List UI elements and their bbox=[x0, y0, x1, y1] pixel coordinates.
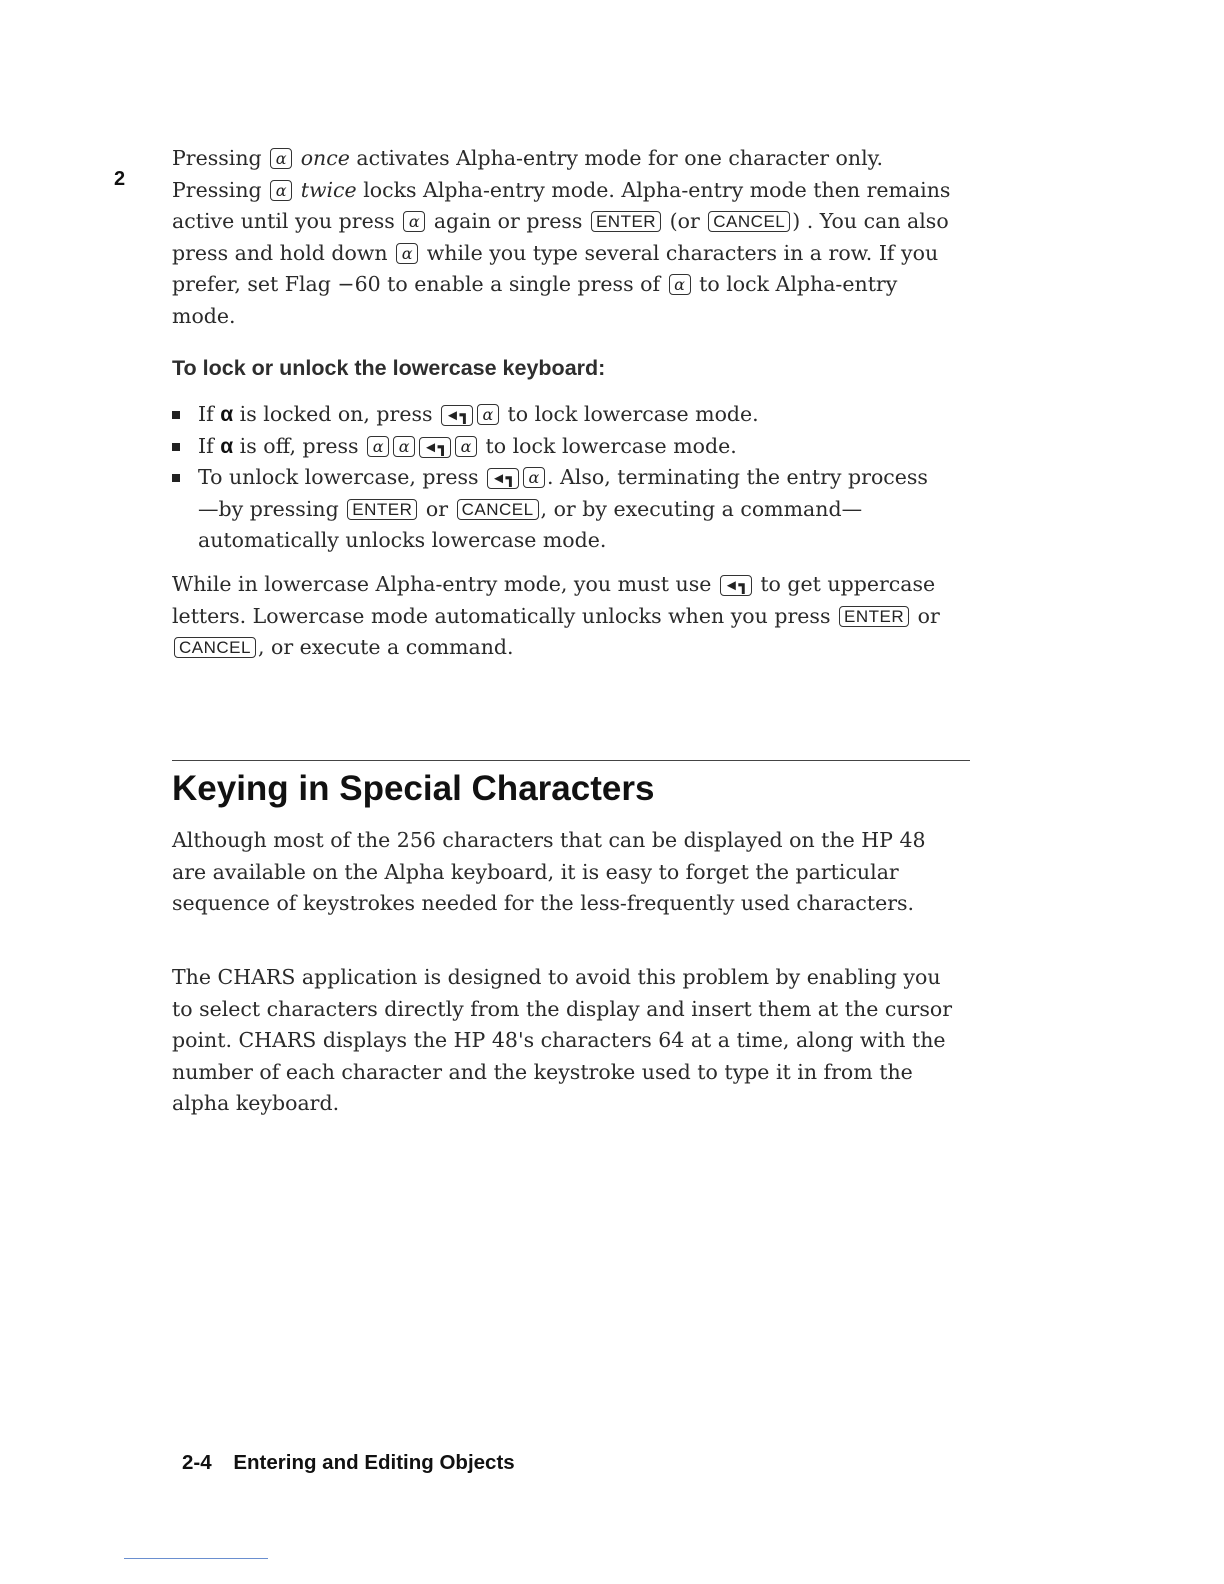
bullet-square-icon bbox=[172, 474, 180, 482]
text: or bbox=[425, 496, 449, 521]
alpha-key: α bbox=[393, 436, 415, 457]
cancel-key: CANCEL bbox=[174, 637, 256, 658]
bullet-square-icon bbox=[172, 443, 180, 451]
text: , or by executing a command—automatically unlocks lowercase mode. bbox=[198, 496, 863, 552]
alpha-key: α bbox=[669, 274, 691, 295]
cancel-key: CANCEL bbox=[708, 211, 790, 232]
text: or bbox=[917, 603, 940, 628]
text: is off, press bbox=[239, 433, 359, 458]
alpha-key: α bbox=[367, 436, 389, 457]
cancel-key: CANCEL bbox=[457, 499, 539, 520]
chapter-title: Entering and Editing Objects bbox=[233, 1451, 515, 1474]
enter-key: ENTER bbox=[591, 211, 661, 232]
text: Pressing bbox=[172, 146, 262, 170]
section-title: Keying in Special Characters bbox=[172, 769, 655, 808]
left-shift-key: ◄┓ bbox=[441, 405, 473, 426]
text: If bbox=[198, 402, 214, 426]
alpha-key: α bbox=[396, 243, 418, 264]
text: . Also, terminating the entry process—by pressing bbox=[198, 465, 928, 521]
text: ) . You can also press and hold down bbox=[172, 209, 949, 265]
alpha-annunciator-icon: α bbox=[220, 434, 234, 458]
bullet-square-icon bbox=[172, 411, 180, 419]
enter-key: ENTER bbox=[347, 499, 417, 520]
text: is locked on, press bbox=[239, 402, 433, 426]
text: , or execute a command. bbox=[257, 635, 514, 659]
paragraph-chars-application: The CHARS application is designed to avoid this problem by enabling you to select characters directly from the display and insert them at the cursor point. CHARS displays the HP 48's characters 64 at a time, along with the number of each character and the keystroke used to type it in from the alpha keyboard. bbox=[172, 965, 953, 1115]
left-shift-key: ◄┓ bbox=[487, 468, 519, 489]
text: to lock lowercase mode. bbox=[485, 433, 737, 458]
alpha-key: α bbox=[270, 180, 292, 201]
text: to lock lowercase mode. bbox=[507, 402, 759, 426]
lowercase-steps-list bbox=[172, 399, 932, 557]
text: While in lowercase Alpha-entry mode, you must use bbox=[172, 572, 712, 596]
left-shift-key: ◄┓ bbox=[419, 437, 451, 458]
text: again or press bbox=[433, 209, 583, 233]
subheading-lowercase: To lock or unlock the lowercase keyboard: bbox=[172, 356, 606, 380]
list-item bbox=[172, 462, 932, 557]
text: activates Alpha-entry mode for one character only. Pressing bbox=[172, 146, 883, 202]
alpha-key: α bbox=[403, 211, 425, 232]
alpha-key: α bbox=[455, 436, 477, 457]
list-item bbox=[172, 399, 932, 431]
alpha-key: α bbox=[477, 404, 499, 425]
alpha-key: α bbox=[270, 148, 292, 169]
page-number: 2-4 bbox=[182, 1451, 212, 1474]
alpha-annunciator-icon: α bbox=[220, 403, 234, 426]
text: To unlock lowercase, press bbox=[198, 465, 479, 489]
paragraph-alpha-entry bbox=[172, 143, 962, 332]
enter-key: ENTER bbox=[839, 606, 909, 627]
text: while you type several characters in a row. If you prefer, set Flag −60 to enable a single press of bbox=[172, 240, 939, 296]
paragraph-special-characters: Although most of the 256 characters that can be displayed on the HP 48 are available on the Alpha keyboard, it is easy to forget the particular sequence of keystrokes needed for the less-frequently used characters. bbox=[172, 828, 926, 915]
page-footer bbox=[182, 1451, 515, 1475]
text: locks Alpha-entry mode. Alpha-entry mode then remains active until you press bbox=[172, 177, 951, 233]
text: If bbox=[198, 433, 214, 458]
alpha-key: α bbox=[523, 467, 545, 488]
chapter-margin-tab: 2 bbox=[114, 168, 126, 190]
text: to get uppercase letters. Lowercase mode automatically unlocks when you press bbox=[172, 572, 936, 628]
section-divider bbox=[172, 760, 970, 761]
footer-rule bbox=[124, 1558, 268, 1559]
left-shift-key: ◄┓ bbox=[720, 575, 752, 596]
emphasis-twice: twice bbox=[300, 177, 357, 202]
text: (or bbox=[669, 209, 700, 233]
emphasis-once: once bbox=[300, 146, 350, 170]
text: to lock Alpha-entry mode. bbox=[172, 272, 898, 328]
paragraph-lowercase-mode bbox=[172, 569, 962, 664]
list-item bbox=[172, 431, 932, 463]
